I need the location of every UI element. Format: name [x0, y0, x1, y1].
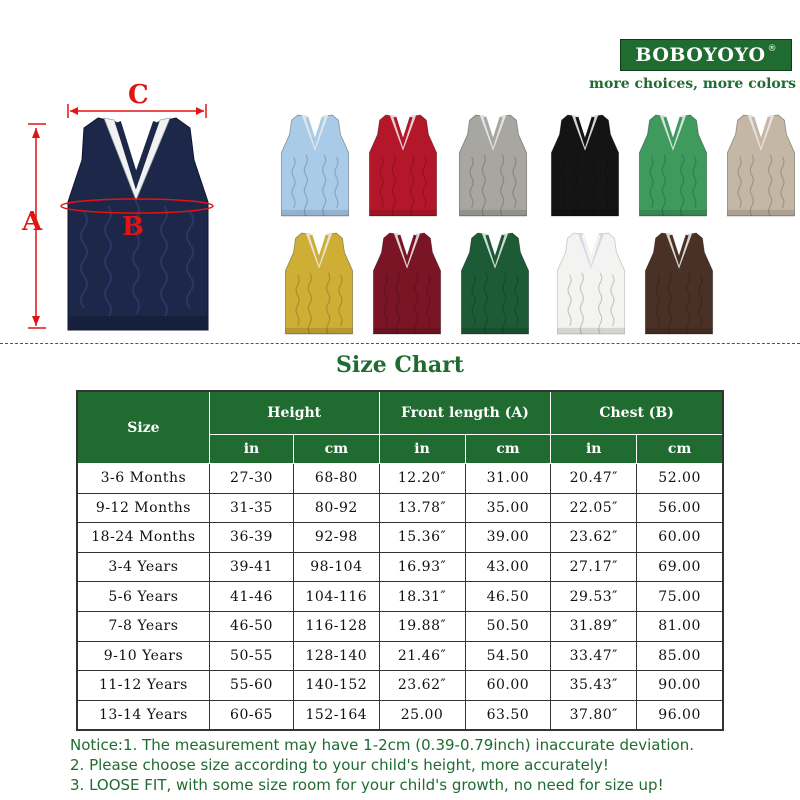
- vest-swatch-red: [360, 112, 446, 218]
- vest-swatch-light-blue: [272, 112, 358, 218]
- table-cell-h-cm: 152-164: [294, 700, 380, 730]
- header-height: Height: [209, 391, 379, 435]
- table-cell-f-cm: 50.50: [465, 611, 551, 641]
- section-divider: [0, 343, 800, 344]
- size-chart-table: [76, 390, 724, 731]
- table-cell-size: 5-6 Years: [77, 582, 209, 612]
- table-cell-c-cm: 90.00: [637, 671, 723, 701]
- table-cell-f-in: 19.88″: [379, 611, 465, 641]
- table-row: [77, 641, 723, 671]
- table-cell-f-cm: 39.00: [465, 523, 551, 553]
- table-cell-c-in: 23.62″: [551, 523, 637, 553]
- table-cell-f-in: 15.36″: [379, 523, 465, 553]
- table-row: [77, 464, 723, 494]
- table-cell-h-cm: 140-152: [294, 671, 380, 701]
- table-cell-f-cm: 60.00: [465, 671, 551, 701]
- table-row: [77, 523, 723, 553]
- table-cell-c-cm: 75.00: [637, 582, 723, 612]
- table-row: [77, 671, 723, 701]
- table-cell-f-cm: 46.50: [465, 582, 551, 612]
- table-cell-f-cm: 35.00: [465, 493, 551, 523]
- table-cell-c-cm: 56.00: [637, 493, 723, 523]
- table-cell-c-in: 22.05″: [551, 493, 637, 523]
- table-cell-h-cm: 92-98: [294, 523, 380, 553]
- table-cell-size: 9-12 Months: [77, 493, 209, 523]
- table-row: [77, 493, 723, 523]
- table-cell-f-cm: 54.50: [465, 641, 551, 671]
- table-cell-c-in: 31.89″: [551, 611, 637, 641]
- header-chest-cm: cm: [637, 435, 723, 464]
- vest-swatch-green: [630, 112, 716, 218]
- table-cell-h-cm: 104-116: [294, 582, 380, 612]
- table-cell-h-in: 27-30: [209, 464, 293, 494]
- table-cell-f-cm: 63.50: [465, 700, 551, 730]
- table-cell-h-in: 50-55: [209, 641, 293, 671]
- table-row: [77, 582, 723, 612]
- table-cell-h-in: 31-35: [209, 493, 293, 523]
- vest-swatch-white: [548, 230, 634, 336]
- table-cell-c-in: 29.53″: [551, 582, 637, 612]
- table-cell-f-in: 18.31″: [379, 582, 465, 612]
- table-cell-h-in: 41-46: [209, 582, 293, 612]
- table-cell-c-cm: 52.00: [637, 464, 723, 494]
- header-size: Size: [77, 391, 209, 464]
- measurement-label-c: C: [128, 80, 149, 110]
- table-cell-c-cm: 85.00: [637, 641, 723, 671]
- table-cell-c-cm: 69.00: [637, 552, 723, 582]
- table-cell-size: 3-4 Years: [77, 552, 209, 582]
- table-cell-f-in: 13.78″: [379, 493, 465, 523]
- table-cell-size: 3-6 Months: [77, 464, 209, 494]
- brand-tagline: more choices, more colors: [589, 76, 796, 92]
- table-cell-h-cm: 98-104: [294, 552, 380, 582]
- table-cell-h-in: 55-60: [209, 671, 293, 701]
- table-cell-size: 9-10 Years: [77, 641, 209, 671]
- header-chest-in: in: [551, 435, 637, 464]
- table-cell-f-in: 16.93″: [379, 552, 465, 582]
- table-cell-c-in: 37.80″: [551, 700, 637, 730]
- vest-swatch-mustard: [276, 230, 362, 336]
- table-cell-size: 7-8 Years: [77, 611, 209, 641]
- notice-line-3: 3. LOOSE FIT, with some size room for your child's growth, no need for size up!: [70, 776, 664, 794]
- table-row: [77, 700, 723, 730]
- brand-logo: [620, 39, 792, 71]
- table-cell-h-in: 46-50: [209, 611, 293, 641]
- table-cell-f-cm: 43.00: [465, 552, 551, 582]
- table-cell-c-cm: 96.00: [637, 700, 723, 730]
- header-height-cm: cm: [294, 435, 380, 464]
- header-front-length: Front length (A): [379, 391, 551, 435]
- table-cell-f-cm: 31.00: [465, 464, 551, 494]
- header-chest: Chest (B): [551, 391, 723, 435]
- table-cell-c-cm: 81.00: [637, 611, 723, 641]
- table-cell-h-cm: 80-92: [294, 493, 380, 523]
- vest-swatch-khaki: [718, 112, 800, 218]
- table-row: [77, 552, 723, 582]
- measurement-label-a: A: [22, 207, 43, 237]
- table-cell-h-cm: 68-80: [294, 464, 380, 494]
- table-cell-size: 11-12 Years: [77, 671, 209, 701]
- measurement-label-b: B: [122, 212, 144, 242]
- header-height-in: in: [209, 435, 293, 464]
- table-cell-h-in: 39-41: [209, 552, 293, 582]
- table-cell-size: 13-14 Years: [77, 700, 209, 730]
- table-cell-c-in: 20.47″: [551, 464, 637, 494]
- table-cell-h-in: 60-65: [209, 700, 293, 730]
- table-cell-f-in: 25.00: [379, 700, 465, 730]
- table-cell-c-in: 27.17″: [551, 552, 637, 582]
- vest-swatch-heather-grey: [450, 112, 536, 218]
- size-chart-title: Size Chart: [336, 352, 464, 378]
- vest-swatch-dark-green: [452, 230, 538, 336]
- table-cell-h-cm: 116-128: [294, 611, 380, 641]
- measurement-diagram: [18, 82, 228, 337]
- table-cell-h-in: 36-39: [209, 523, 293, 553]
- registered-mark: ®: [767, 44, 777, 54]
- table-cell-f-in: 12.20″: [379, 464, 465, 494]
- vest-swatch-black: [542, 112, 628, 218]
- table-cell-size: 18-24 Months: [77, 523, 209, 553]
- table-cell-h-cm: 128-140: [294, 641, 380, 671]
- table-cell-c-cm: 60.00: [637, 523, 723, 553]
- vest-swatch-burgundy: [364, 230, 450, 336]
- header-front-cm: cm: [465, 435, 551, 464]
- table-cell-f-in: 21.46″: [379, 641, 465, 671]
- notice-line-2: 2. Please choose size according to your child's height, more accurately!: [70, 756, 609, 774]
- table-cell-f-in: 23.62″: [379, 671, 465, 701]
- brand-name: BOBOYOYO: [635, 44, 766, 66]
- notice-line-1: Notice:1. The measurement may have 1-2cm (0.39-0.79inch) inaccurate deviation.: [70, 736, 694, 754]
- header-front-in: in: [379, 435, 465, 464]
- vest-swatch-brown: [636, 230, 722, 336]
- table-cell-c-in: 33.47″: [551, 641, 637, 671]
- table-row: [77, 611, 723, 641]
- table-cell-c-in: 35.43″: [551, 671, 637, 701]
